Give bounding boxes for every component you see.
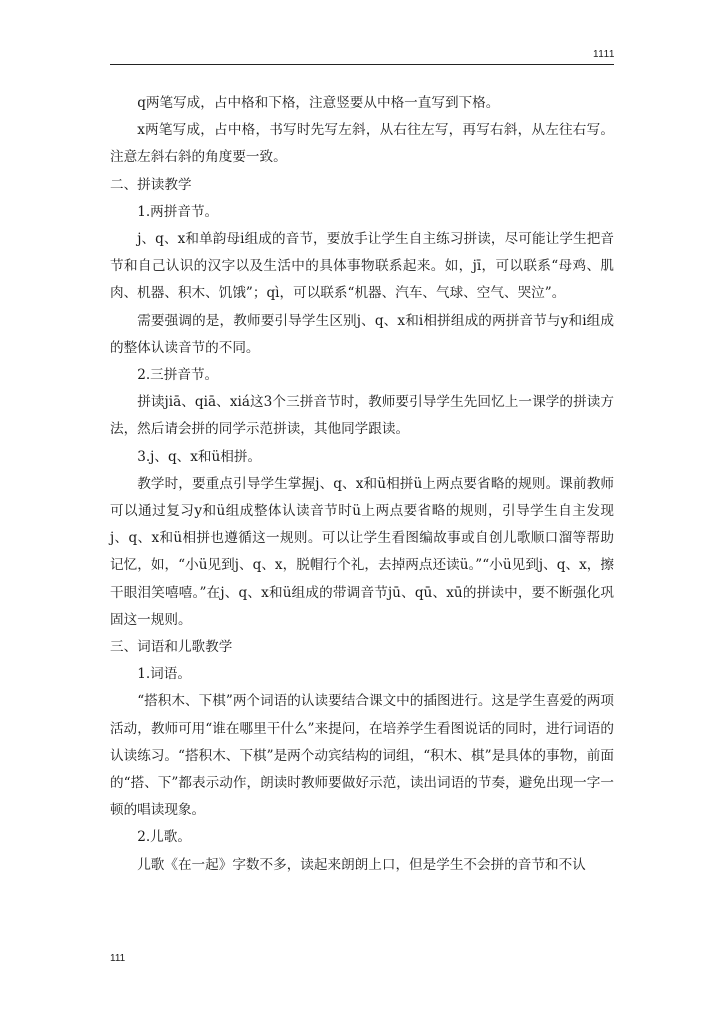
document-body <box>110 90 614 879</box>
section-heading: 二、拼读教学 <box>110 176 192 193</box>
subsection-heading: 2.儿歌。 <box>137 829 191 846</box>
paragraph: j、q、x和单韵母i组成的音节，要放手让学生自主练习拼读，尽可能让学生把音节和自己认识的汉字以及生活中的具体事物联系起来。如，jī，可以联系“母鸡、肌肉、机器、积木、饥饿”；qì，可以联系“机器、汽车、气球、空气、哭泣”。 <box>110 231 614 302</box>
paragraph: x两笔写成，占中格，书写时先写左斜，从右往左写，再写右斜，从左往右写。注意左斜右斜的角度要一致。 <box>110 122 614 166</box>
subsection-heading: 1.两拼音节。 <box>137 203 219 220</box>
section-heading: 三、词语和儿歌教学 <box>110 639 233 656</box>
footer-page-number: 111 <box>110 953 126 964</box>
paragraph: q两笔写成，占中格和下格，注意竖要从中格一直写到下格。 <box>137 95 500 111</box>
paragraph: 教学时，要重点引导学生掌握j、q、x和ü相拼ü上两点要省略的规则。课前教师可以通过复习y和ü组成整体认读音节时ü上两点要省略的规则，引导学生自主发现j、q、x和ü相拼也遵循这一规则。可以让学生看图编故事或自创儿歌顺口溜等帮助记忆，如，“小ü见到j、q、x，脱帽行个礼，去掉两点还读ü。”“小ü见到j、q、x，擦干眼泪笑嘻嘻。”在j、q、x和ü组成的带调音节jū、qū、xū的拼读中，要不断强化巩固这一规则。 <box>110 475 614 628</box>
subsection-heading: 3.j、q、x和ü相拼。 <box>137 448 262 465</box>
subsection-heading: 1.词语。 <box>137 666 191 683</box>
header-divider <box>110 64 614 65</box>
paragraph: 需要强调的是，教师要引导学生区别j、q、x和i相拼组成的两拼音节与y和i组成的整体认读音节的不同。 <box>110 312 614 356</box>
paragraph: 拼读jiā、qiā、xiá这3个三拼音节时，教师要引导学生先回忆上一课学的拼读方法，然后请会拼的同学示范拼读，其他同学跟读。 <box>110 394 614 438</box>
header-page-number: 1111 <box>592 49 615 60</box>
paragraph: “搭积木、下棋”两个词语的认读要结合课文中的插图进行。这是学生喜爱的两项活动，教师可用“谁在哪里干什么”来提问，在培养学生看图说话的同时，进行词语的认读练习。“搭积木、下棋”是两个动宾结构的词组，“积木、棋”是具体的事物，前面的“搭、下”都表示动作，朗读时教师要做好示范，读出词语的节奏，避免出现一字一顿的唱读现象。 <box>110 693 614 819</box>
paragraph: 儿歌《在一起》字数不多，读起来朗朗上口，但是学生不会拼的音节和不认 <box>137 856 586 873</box>
subsection-heading: 2.三拼音节。 <box>137 367 219 384</box>
